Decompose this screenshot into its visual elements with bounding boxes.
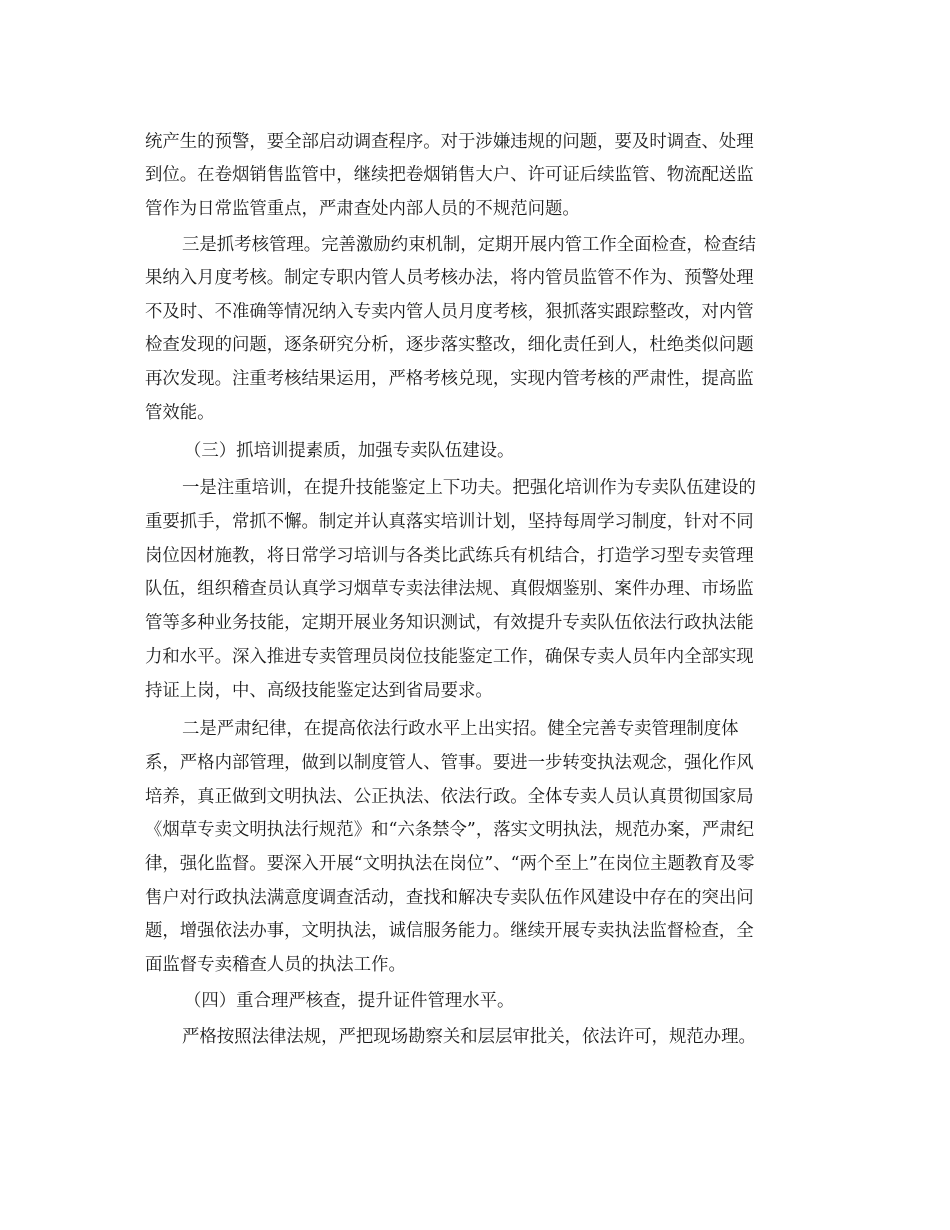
text-line: 律，强化监督。要深入开展“文明执法在岗位”、“两个至上”在岗位主题教育及零 xyxy=(145,854,755,874)
text-line: 检查发现的问题，逐条研究分析，逐步落实整改，细化责任到人，杜绝类似问题 xyxy=(145,335,754,355)
section-heading: （三）抓培训提素质，加强专卖队伍建设。 xyxy=(184,441,515,461)
text-line: 果纳入月度考核。制定专职内管人员考核办法，将内管员监管不作为、预警处理 xyxy=(145,268,754,288)
section-heading: （四）重合理严核查，提升证件管理水平。 xyxy=(184,991,515,1011)
text-line: 面监督专卖稽查人员的执法工作。 xyxy=(145,955,406,975)
text-line: 系，严格内部管理，做到以制度管人、管事。要进一步转变执法观念，强化作风 xyxy=(145,753,754,773)
text-line: 不及时、不准确等情况纳入专卖内管人员月度考核，狠抓落实跟踪整改，对内管 xyxy=(145,302,754,322)
paragraph-first-line: 三是抓考核管理。完善激励约束机制，定期开展内管工作全面检查，检查结 xyxy=(182,235,756,255)
text-line: 培养，真正做到文明执法、公正执法、依法行政。全体专卖人员认真贯彻国家局 xyxy=(145,787,754,807)
paragraph-first-line: 严格按照法律法规，严把现场勘察关和层层审批关，依法许可，规范办理。 xyxy=(182,1027,756,1047)
text-line: 持证上岗，中、高级技能鉴定达到省局要求。 xyxy=(145,681,493,701)
text-line: 重要抓手，常抓不懈。制定并认真落实培训计划，坚持每周学习制度，针对不同 xyxy=(145,512,754,532)
text-line: 队伍，组织稽查员认真学习烟草专卖法律法规、真假烟鉴别、案件办理、市场监 xyxy=(145,579,754,599)
paragraph-first-line: 二是严肃纪律，在提高依法行政水平上出实招。健全完善专卖管理制度体 xyxy=(182,719,739,739)
text-line: 岗位因材施教，将日常学习培训与各类比武练兵有机结合，打造学习型专卖管理 xyxy=(145,546,754,566)
text-line: 售户对行政执法满意度调查活动，查找和解决专卖队伍作风建设中存在的突出问 xyxy=(145,888,754,908)
text-line: 题，增强依法办事，文明执法，诚信服务能力。继续开展专卖执法监督检查，全 xyxy=(145,921,754,941)
text-line: 再次发现。注重考核结果运用，严格考核兑现，实现内管考核的严肃性，提高监 xyxy=(145,369,754,389)
text-line: 管等多种业务技能，定期开展业务知识测试，有效提升专卖队伍依法行政执法能 xyxy=(145,613,754,633)
text-line: 到位。在卷烟销售监管中，继续把卷烟销售大户、许可证后续监管、物流配送监 xyxy=(145,165,754,185)
text-line: 《烟草专卖文明执法行规范》和“六条禁令”，落实文明执法，规范办案，严肃纪 xyxy=(145,820,755,840)
text-line: 管效能。 xyxy=(145,403,215,423)
text-line: 力和水平。深入推进专卖管理员岗位技能鉴定工作，确保专卖人员年内全部实现 xyxy=(145,647,754,667)
paragraph-first-line: 一是注重培训，在提升技能鉴定上下功夫。把强化培训作为专卖队伍建设的 xyxy=(182,478,756,498)
text-line: 统产生的预警，要全部启动调查程序。对于涉嫌违规的问题，要及时调查、处理 xyxy=(145,132,754,152)
text-line: 管作为日常监管重点，严肃查处内部人员的不规范问题。 xyxy=(145,199,580,219)
